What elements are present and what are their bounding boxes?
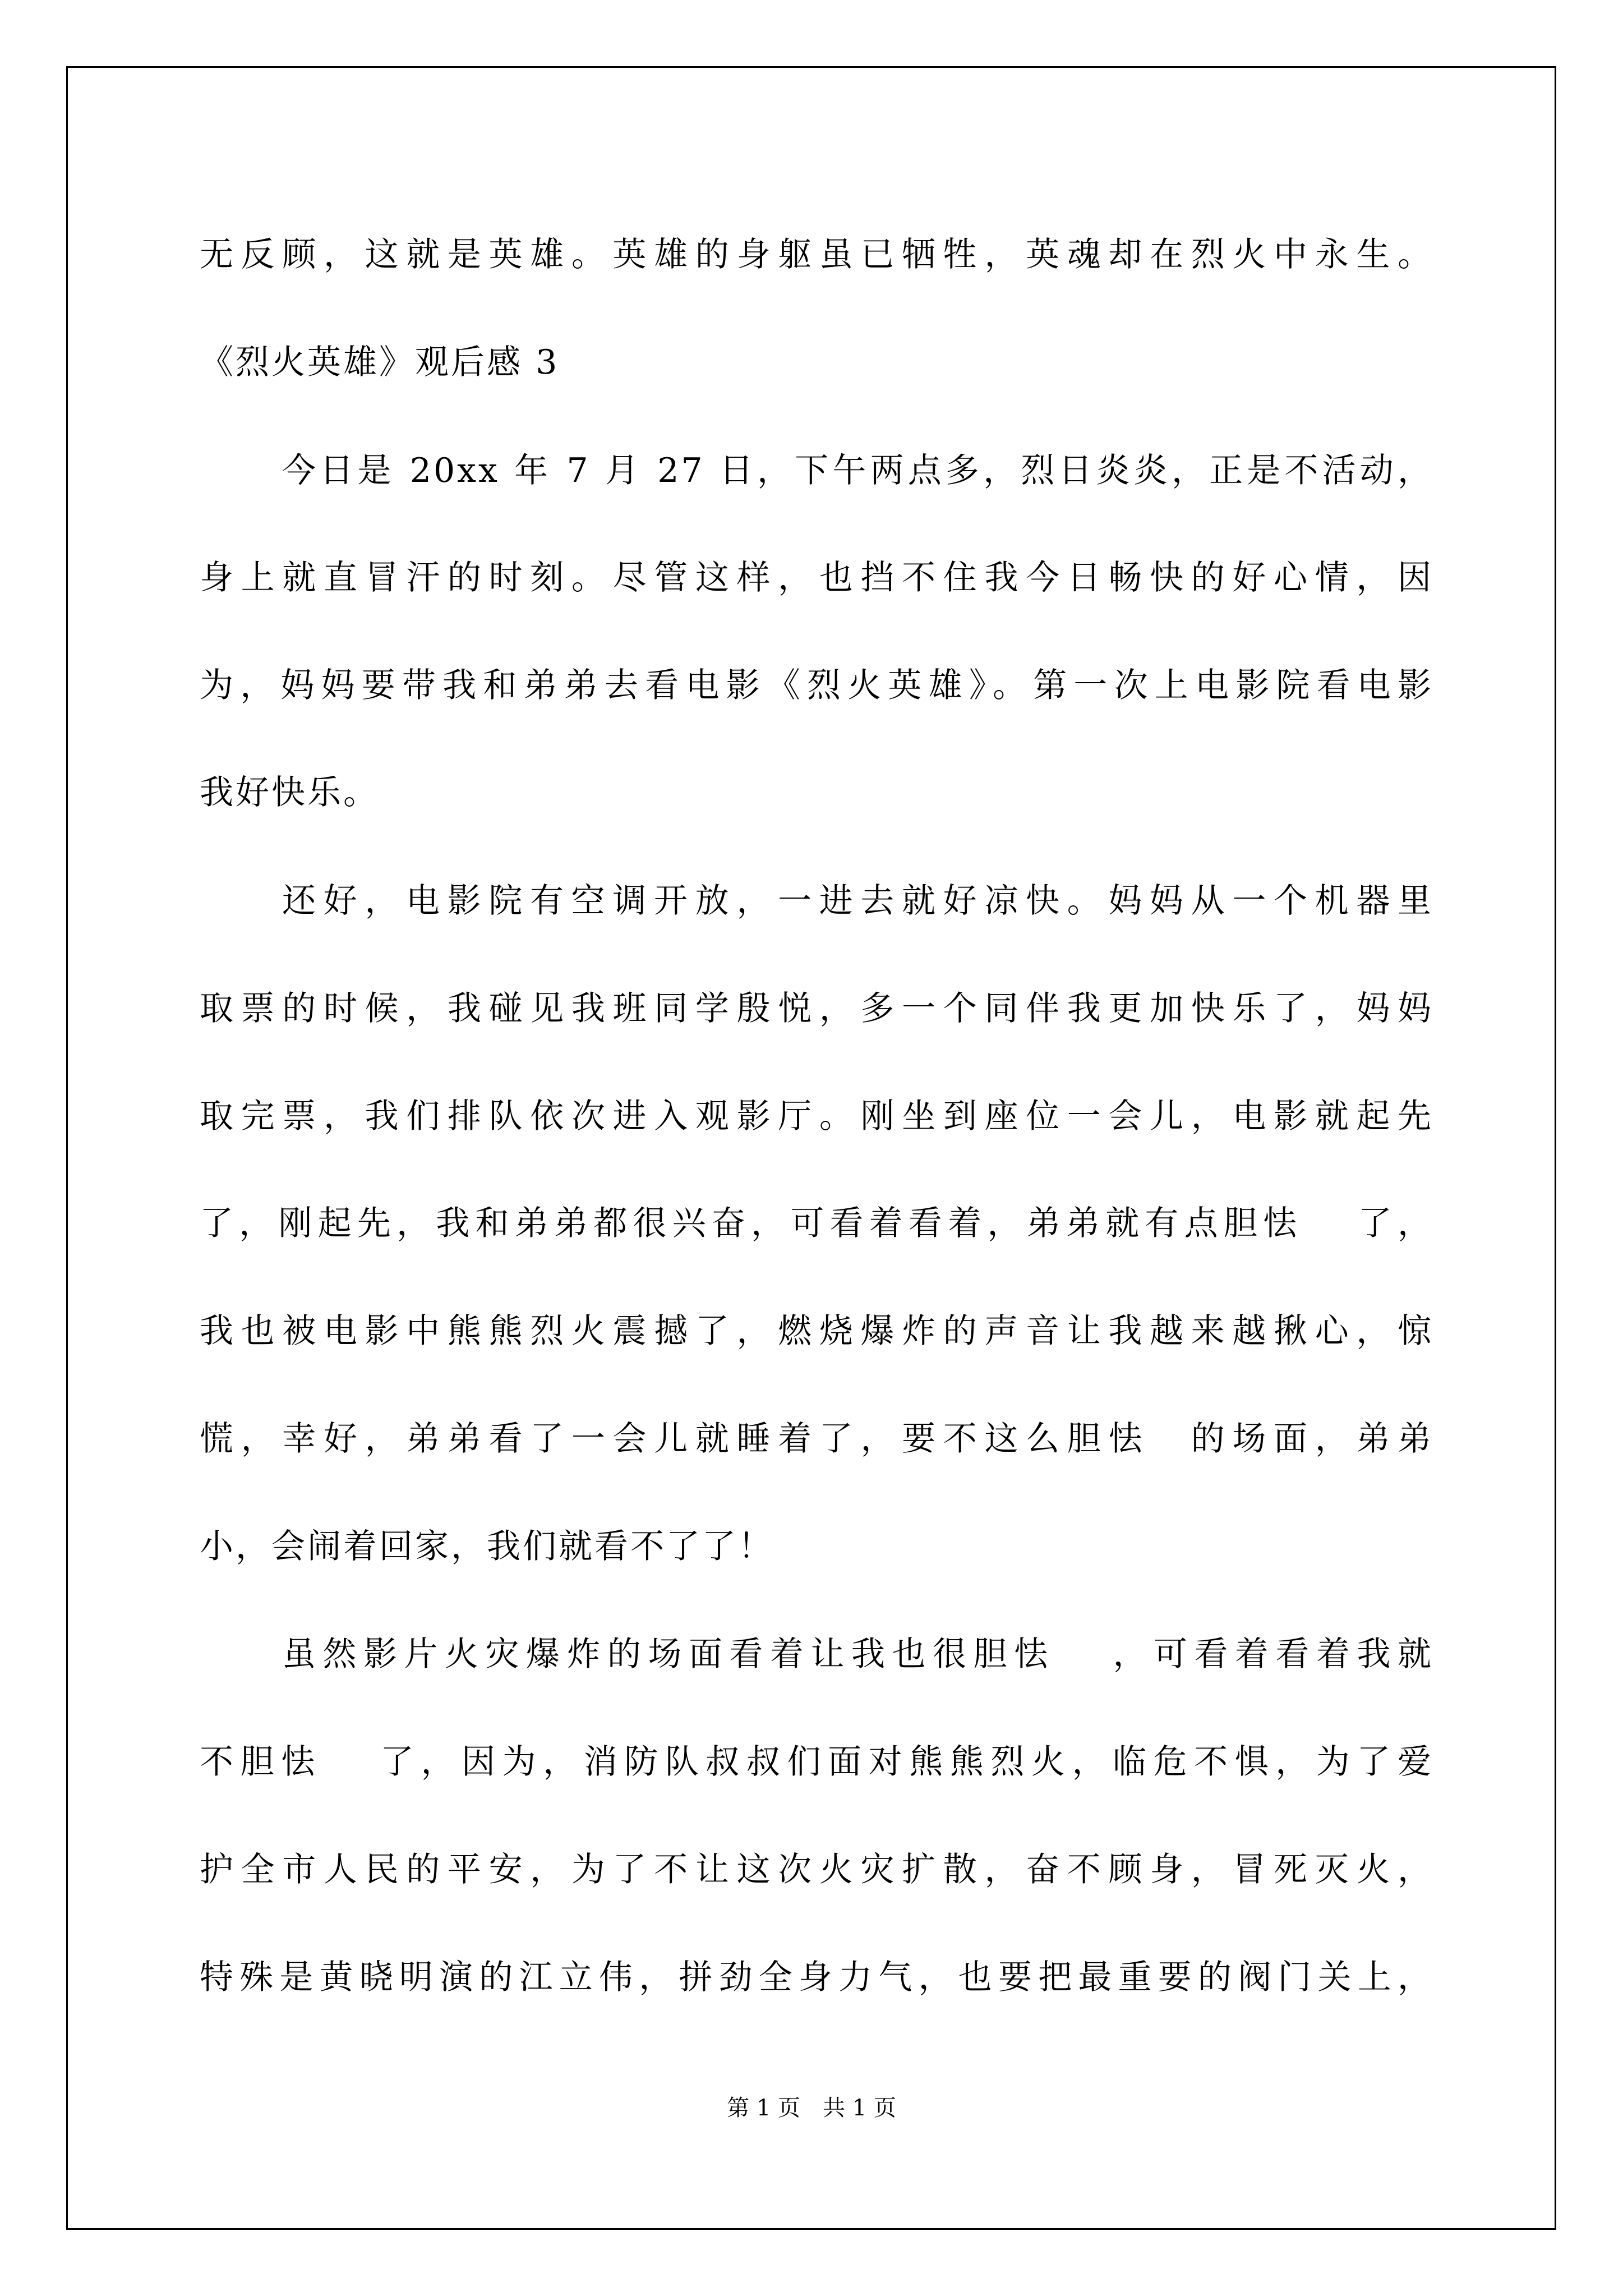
- section-heading: 《烈火英雄》观后感 3: [200, 343, 560, 382]
- paragraph-line: 特殊是黄晓明演的江立伟，拼劲全身力气，也要把最重要的阀门关上，: [200, 1958, 1433, 1997]
- paragraph-line: 我好快乐。: [200, 773, 379, 812]
- paragraph-line: 虽然影片火灾爆炸的场面看着让我也很胆怯 ，可看着看着我就: [282, 1635, 1433, 1674]
- paragraph-line: 今日是 20xx 年 7 月 27 日，下午两点多，烈日炎炎，正是不活动，: [282, 451, 1433, 490]
- page-footer: 第 1 页 共 1 页: [727, 2095, 896, 2121]
- paragraph-line: 还好，电影院有空调开放，一进去就好凉快。妈妈从一个机器里: [282, 881, 1433, 921]
- paragraph-line: 取完票，我们排队依次进入观影厅。刚坐到座位一会儿，电影就起先: [200, 1097, 1433, 1136]
- paragraph-line: 慌，幸好，弟弟看了一会儿就睡着了，要不这么胆怯 的场面，弟弟: [200, 1419, 1433, 1458]
- paragraph-line: 我也被电影中熊熊烈火震撼了，燃烧爆炸的声音让我越来越揪心，惊: [200, 1312, 1433, 1351]
- paragraph-line: 取票的时候，我碰见我班同学殷悦，多一个同伴我更加快乐了，妈妈: [200, 989, 1433, 1028]
- paragraph-line: 不胆怯 了，因为，消防队叔叔们面对熊熊烈火，临危不惧，为了爱: [200, 1742, 1433, 1782]
- paragraph-line: 护全市人民的平安，为了不让这次火灾扩散，奋不顾身，冒死灭火，: [200, 1850, 1433, 1889]
- page-border: [66, 66, 1556, 2230]
- paragraph-line: 无反顾，这就是英雄。英雄的身躯虽已牺牲，英魂却在烈火中永生。: [200, 235, 1433, 274]
- paragraph-line: 为，妈妈要带我和弟弟去看电影《烈火英雄》。第一次上电影院看电影: [200, 666, 1433, 705]
- paragraph-line: 了，刚起先，我和弟弟都很兴奋，可看着看着，弟弟就有点胆怯 了，: [200, 1204, 1433, 1243]
- paragraph-line: 小，会闹着回家，我们就看不了了！: [200, 1527, 774, 1566]
- paragraph-line: 身上就直冒汗的时刻。尽管这样，也挡不住我今日畅快的好心情，因: [200, 558, 1433, 597]
